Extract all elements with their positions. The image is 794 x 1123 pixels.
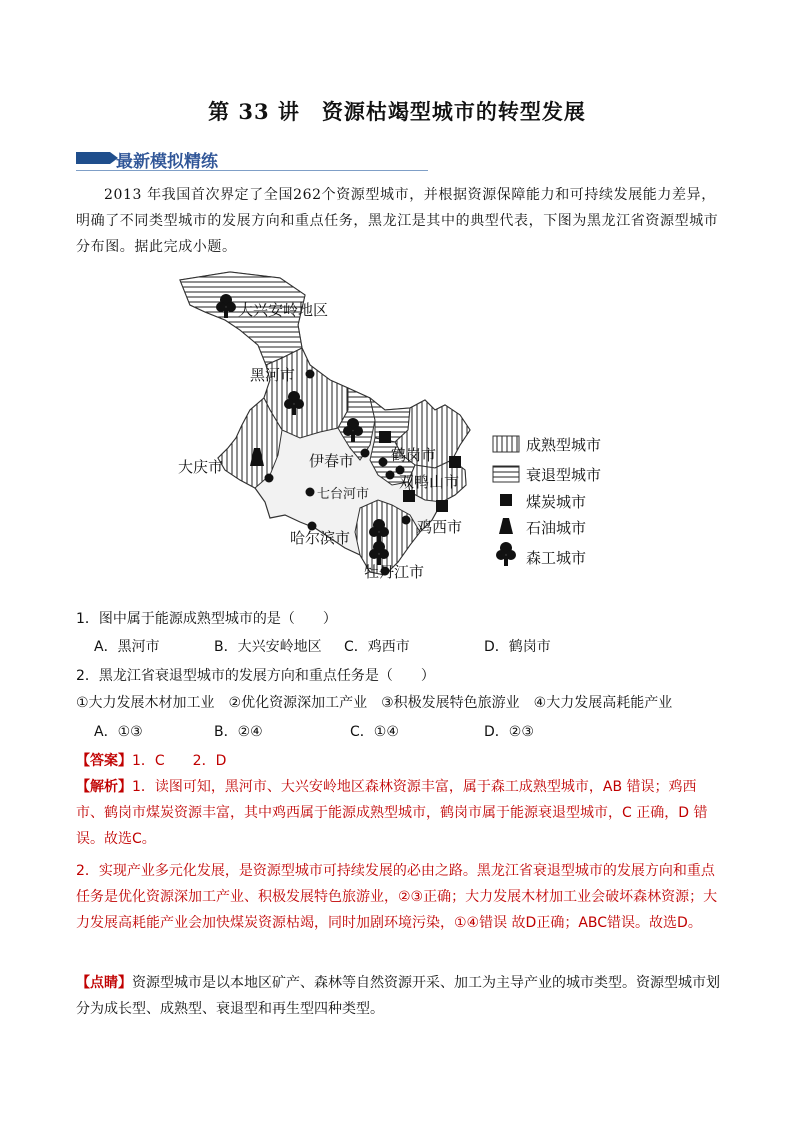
label-mudanjiang: 牡丹江市: [364, 563, 425, 581]
legend-coal-label: 煤炭城市: [526, 493, 587, 511]
legend-forest-label: 森工城市: [526, 549, 587, 567]
label-shuangyashan: 双鸭山市: [399, 473, 460, 491]
legend-mature-label: 成熟型城市: [526, 436, 602, 454]
intro-paragraph: 2013 年我国首次界定了全国262个资源型城市，并根据资源保障能力和可持续发展能力差异，明确了不同类型城市的发展方向和重点任务，黑龙江是其中的典型代表，下图为黑龙江省资源型城市分布图。据此完成小题。: [76, 187, 719, 255]
analysis-tag: 【解析】: [76, 779, 132, 795]
question-2-items: ①大力发展木材加工业 ②优化资源深加工产业 ③积极发展特色旅游业 ④大力发展高耗能产业: [76, 695, 673, 711]
q2-option-c: C．①④: [350, 724, 399, 740]
q1-option-c: C．鸡西市: [344, 639, 410, 655]
section-title: 最新模拟精练: [116, 152, 218, 172]
coal-square-icon: [449, 456, 461, 468]
label-jixi: 鸡西市: [417, 518, 463, 536]
coal-square-icon: [379, 431, 391, 443]
q1-option-d: D．鹤岗市: [484, 639, 551, 655]
label-daqing: 大庆市: [178, 458, 224, 476]
q1-option-b: B．大兴安岭地区: [214, 639, 322, 655]
answer-tag: 【答案】: [76, 753, 132, 769]
q2-option-a: A．①③: [94, 724, 143, 740]
map-legend: [493, 436, 601, 567]
label-qitaihe: 七台河市: [317, 487, 370, 502]
coal-square-icon: [500, 494, 512, 506]
q1-option-a: A．黑河市: [94, 639, 160, 655]
tip-paragraph: [76, 970, 722, 1022]
label-hegang: 鹤岗市: [391, 446, 437, 464]
legend-oil-label: 石油城市: [526, 519, 587, 537]
question-1-stem: 1．图中属于能源成熟型城市的是（ ）: [76, 611, 337, 627]
answer-line: [76, 750, 226, 770]
label-harbin: 哈尔滨市: [290, 529, 351, 547]
label-heihe: 黑河市: [250, 366, 296, 384]
coal-square-icon: [436, 500, 448, 512]
legend-declining-swatch: [493, 466, 519, 482]
label-yichun: 伊春市: [309, 452, 355, 470]
q2-option-b: B．②④: [214, 724, 263, 740]
question-1-options: [94, 636, 734, 656]
oil-derrick-icon: [499, 518, 513, 534]
section-bar-icon: [76, 152, 110, 164]
city-dot-shuangyashan: [386, 471, 395, 480]
analysis-paragraph-2: 2．实现产业多元化发展，是资源型城市可持续发展的必由之路。黑龙江省衰退型城市的发展方向和重点任务是优化资源深加工产业、积极发展特色旅游业，②③正确；大力发展木材加工业会破坏森林资源；大力发展高耗能产业会加快煤炭资源枯竭，同时加剧环境污染，①④错误 故D正确；ABC错误。故选D。: [76, 863, 718, 931]
tip-tag: 【点睛】: [76, 975, 132, 991]
section-header: [76, 146, 428, 171]
city-dot-hegang: [379, 458, 388, 467]
answer-text: 1．C 2．D: [132, 753, 227, 769]
legend-mature-swatch: [493, 436, 519, 452]
analysis-paragraph-1: [76, 774, 722, 852]
city-dot-heihe: [306, 370, 315, 379]
question-2-stem: 2．黑龙江省衰退型城市的发展方向和重点任务是（ ）: [76, 668, 435, 684]
q2-option-d: D．②③: [484, 724, 534, 740]
tip-text: 资源型城市是以本地区矿产、森林等自然资源开采、加工为主导产业的城市类型。资源型城市划分为成长型、成熟型、衰退型和再生型四种类型。: [76, 975, 720, 1017]
page-title: 第 33 讲 资源枯竭型城市的转型发展: [208, 99, 586, 124]
analysis-p1: 1．读图可知，黑河市、大兴安岭地区森林资源丰富，属于森工成熟型城市，AB 错误；鸡西市、鹤岗市煤炭资源丰富，其中鸡西属于能源成熟型城市，鹤岗市属于能源衰退型城市，C 正确，D 错误。故选C。: [76, 779, 708, 847]
question-2-options: [94, 721, 734, 741]
legend-declining-label: 衰退型城市: [526, 466, 602, 484]
city-dot-qitaihe-2: [306, 488, 315, 497]
forest-tree-icon: [496, 542, 516, 566]
coal-square-icon: [403, 490, 415, 502]
city-dot-daqing: [265, 474, 274, 483]
city-dot-yichun: [361, 449, 370, 458]
city-dot-jixi: [402, 516, 411, 525]
heilongjiang-resource-city-map: [170, 270, 630, 595]
label-daxinganling: 大兴安岭地区: [238, 301, 329, 319]
